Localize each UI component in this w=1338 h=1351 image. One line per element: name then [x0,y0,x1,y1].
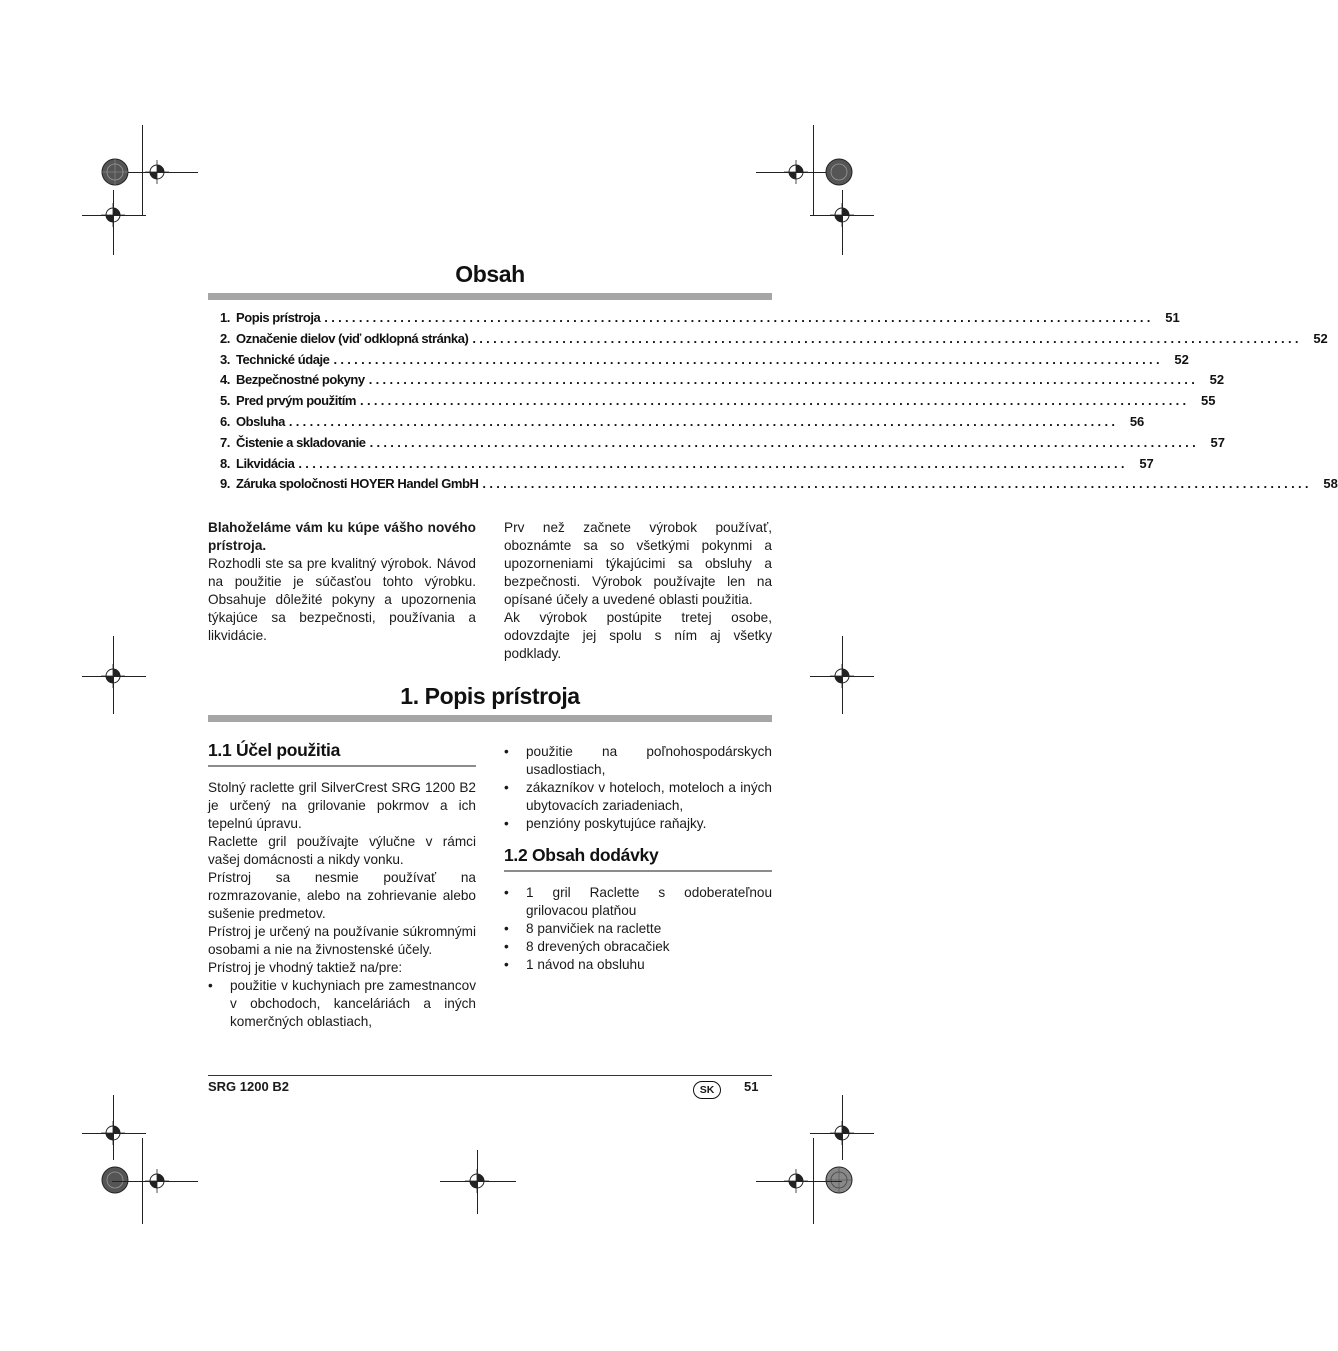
bullet-icon: • [504,780,509,795]
list-item [504,938,772,956]
toc-entry-number: 4. [220,372,230,388]
bullet-icon: • [504,957,509,972]
toc-entry-page: 56 [1129,413,1145,429]
toc-leader-dots: ........................................................................................................................ [288,413,1119,429]
intro-paragraph: Rozhodli ste sa pre kvalitný výrobok. Návod na použitie je súčasťou tohto výrobku. Obsahuje dôležité pokyny a upozornenia týkajúce sa bezpečnosti, používania a likvidácie. [208,556,476,643]
list-item [504,779,772,815]
list-item [504,815,772,833]
toc-entry[interactable] [220,434,1225,456]
registration-mark-icon [830,1121,854,1145]
toc-entry-page: 57 [1210,434,1225,450]
toc-entry-number: 9. [220,476,230,492]
toc-title: Obsah [455,261,525,287]
table-of-contents [220,310,1338,497]
ucel-bullet-list [208,977,476,1031]
bullet-icon: • [504,816,509,831]
registration-mark-icon [145,160,169,184]
registration-mark-icon [830,203,854,227]
list-item-text: 8 drevených obracačiek [526,939,670,954]
toc-entry-page: 52 [1313,330,1328,346]
registration-mark-icon [465,1169,489,1193]
ucel-paragraph: Prístroj sa nesmie používať na rozmrazovanie, alebo na zohrievanie alebo sušenie predmetov. [208,870,476,921]
toc-entry[interactable] [220,310,1180,331]
toc-entry-number: 1. [220,310,230,325]
ucel-paragraph: Prístroj je vhodný taktiež na/pre: [208,960,403,975]
ucel-bullet-list-continued [504,743,772,833]
footer-model: SRG 1200 B2 [208,1079,289,1094]
toc-entry-title: Označenie dielov (viď odklopná stránka) [236,330,469,346]
bullet-icon: • [504,921,509,936]
list-item-text: použitie v kuchyniach pre zamestnancov v obchodoch, kanceláriách a iných komerčných oblastiach, [230,978,476,1029]
intro-left-column [208,519,476,645]
toc-entry-title: Bezpečnostné pokyny [236,372,365,388]
toc-leader-dots: ........................................................................................................................ [360,393,1190,409]
registration-mark-icon [101,1121,125,1145]
toc-entry-page: 52 [1174,351,1189,367]
toc-entry[interactable] [220,393,1216,414]
toc-entry-title: Záruka spoločnosti HOYER Handel GmbH [236,476,479,492]
registration-mark-icon [145,1169,169,1193]
toc-leader-dots: ........................................................................................................................ [324,310,1154,325]
list-item-text: 1 gril Raclette s odoberateľnou grilovacou platňou [526,885,772,918]
intro-lead: Blahoželáme vám ku kúpe vášho nového prístroja. [208,520,476,553]
toc-entry-number: 7. [220,434,230,450]
toc-entry[interactable] [220,413,1145,435]
list-item [504,884,772,920]
toc-entry-page: 52 [1209,372,1225,388]
list-item-text: 1 návod na obsluhu [526,957,645,972]
subsection-heading: 1.1 Účel použitia [208,741,476,767]
page-number: 51 [744,1079,759,1094]
registration-mark-icon [830,664,854,688]
language-badge: SK [693,1081,721,1099]
toc-entry[interactable] [220,330,1328,352]
toc-entry-title: Technické údaje [236,351,330,367]
toc-leader-dots: ........................................................................................................................ [368,372,1199,388]
section-title: 1. Popis prístroja [400,683,580,709]
toc-entry[interactable] [220,351,1189,373]
registration-mark-icon [784,160,808,184]
toc-entry-title: Čistenie a skladovanie [236,434,366,450]
ucel-paragraph: Stolný raclette gril SilverCrest SRG 1200 B2 je určený na grilovanie pokrmov a ich tepelnú úpravu. [208,780,476,831]
toc-entry-title: Pred prvým použitím [236,393,357,409]
toc-title-rule [208,293,772,300]
toc-entry-page: 57 [1139,455,1154,471]
toc-entry-number: 3. [220,351,230,367]
toc-leader-dots: ........................................................................................................................ [333,351,1163,367]
toc-entry-page: 58 [1323,476,1338,492]
toc-entry-page: 55 [1200,393,1216,409]
bullet-icon: • [504,939,509,954]
toc-entry[interactable] [220,455,1154,477]
list-item-text: zákazníkov v hoteloch, moteloch a iných ubytovacích zariadeniach, [526,780,772,813]
intro-paragraph: Prv než začnete výrobok používať, oboznámte sa so všetkými pokynmi a upozorneniami týkajúcimi sa obsluhy a bezpečnosti. Výrobok používajte len na opísané účely a uvedené oblasti použitia. [504,520,772,607]
bullet-icon: • [504,885,509,900]
toc-entry-number: 8. [220,455,230,471]
delivery-contents-list [504,884,772,974]
toc-entry-number: 2. [220,330,230,346]
toc-leader-dots: ........................................................................................................................ [482,476,1312,492]
toc-entry-number: 6. [220,413,230,429]
bullet-icon: • [208,978,213,993]
list-item [504,743,772,779]
toc-entry-title: Obsluha [236,413,285,429]
ucel-column [208,741,476,1031]
subsection-heading: 1.2 Obsah dodávky [504,846,772,872]
ucel-paragraph: Prístroj je určený na používanie súkromnými osobami a nie na živnostenské účely. [208,924,476,957]
toc-leader-dots: ........................................................................................................................ [369,434,1199,450]
color-target-icon [825,1166,853,1194]
section-title-rule [208,715,772,722]
toc-entry[interactable] [220,476,1338,497]
toc-entry-number: 5. [220,393,230,409]
color-target-icon [825,158,853,186]
list-item [504,956,772,974]
color-target-icon [101,1166,129,1194]
toc-entry-page: 51 [1165,310,1180,325]
list-item-text: 8 panvičiek na raclette [526,921,662,936]
color-target-icon [101,158,129,186]
intro-paragraph: Ak výrobok postúpite tretej osobe, odovzdajte jej spolu s ním aj všetky podklady. [504,610,772,661]
intro-right-column [504,519,772,663]
list-item [504,920,772,938]
registration-mark-icon [101,664,125,688]
toc-entry[interactable] [220,372,1225,393]
list-item-text: penzióny poskytujúce raňajky. [526,816,707,831]
ucel-paragraph: Raclette gril používajte výlučne v rámci vašej domácnosti a nikdy vonku. [208,834,476,867]
registration-mark-icon [784,1169,808,1193]
bullet-icon: • [504,744,509,759]
registration-mark-icon [101,203,125,227]
toc-leader-dots: ........................................................................................................................ [472,330,1302,346]
toc-entry-title: Likvidácia [236,455,295,471]
right-column [504,743,772,974]
footer-rule [208,1075,772,1076]
toc-entry-title: Popis prístroja [236,310,321,325]
list-item-text: použitie na poľnohospodárskych usadlostiach, [526,744,772,777]
list-item [208,977,476,1031]
toc-leader-dots: ........................................................................................................................ [298,455,1128,471]
